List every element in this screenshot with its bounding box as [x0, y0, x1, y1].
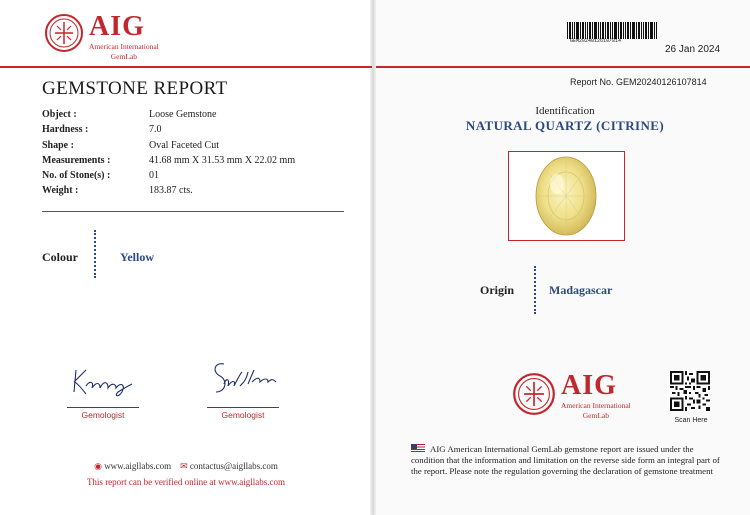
- page-fold: [370, 0, 376, 515]
- logo-line1: American International: [561, 401, 631, 410]
- disclaimer: [411, 444, 721, 477]
- envelope-icon: ✉: [180, 461, 188, 471]
- prop-value: 183.87 cts.: [149, 185, 193, 197]
- website-link[interactable]: www.aigllabs.com: [104, 461, 172, 471]
- header-divider-left: [0, 66, 372, 68]
- prop-label: Hardness :: [42, 124, 89, 136]
- signature-line-2: [207, 407, 279, 408]
- disclaimer-text: AIG American International GemLab gemstone report are issued under the condition that the information and limitation on the reverse side form an integral part of the report. Please note the regulation governing the declaration of gemstone treatment: [411, 444, 720, 476]
- origin-label: Origin: [480, 283, 515, 297]
- header-divider-right: [376, 66, 750, 68]
- barcode-text: GEM2024012610/814: [570, 38, 622, 44]
- prop-value: 01: [149, 170, 159, 182]
- logo-line1: American International: [89, 42, 159, 51]
- signature-2: [210, 358, 280, 402]
- properties-table: [42, 109, 295, 201]
- prop-label: Weight :: [42, 185, 79, 197]
- table-row: [42, 185, 295, 200]
- colour-value: Yellow: [120, 250, 154, 264]
- gem-name: NATURAL QUARTZ (CITRINE): [465, 118, 665, 133]
- aig-logo-bottom: [512, 372, 631, 419]
- page-title: GEMSTONE REPORT: [42, 78, 228, 99]
- prop-value: 7.0: [149, 124, 162, 136]
- logo-brand: AIG: [561, 370, 617, 401]
- prop-label: Shape :: [42, 139, 74, 151]
- colour-dotted-divider: [94, 230, 98, 278]
- email-link[interactable]: contactus@aigllabs.com: [189, 461, 278, 471]
- report-number: Report No. GEM20240126107814: [570, 77, 707, 87]
- prop-label: Object :: [42, 109, 77, 120]
- origin-dotted-divider: [534, 266, 538, 314]
- logo-line2: GemLab: [582, 410, 609, 420]
- signature-line-1: [67, 407, 139, 408]
- logo-line2: GemLab: [110, 51, 137, 61]
- aig-seal-icon: [44, 13, 84, 53]
- table-row: [42, 170, 295, 185]
- gem-photo: [508, 151, 625, 241]
- origin-value: Madagascar: [549, 283, 613, 297]
- signature-1: [70, 362, 138, 402]
- aig-seal-icon: [512, 372, 556, 416]
- table-row: [42, 140, 295, 155]
- logo-brand: AIG: [89, 11, 145, 42]
- verify-text: This report can be verified online at www.aigllabs.com: [86, 477, 286, 487]
- report-date: 26 Jan 2024: [665, 44, 721, 55]
- prop-label: Measurements :: [42, 154, 111, 166]
- scan-label: Scan Here: [674, 417, 708, 424]
- us-flag-icon: [411, 444, 425, 452]
- table-row: [42, 109, 295, 124]
- prop-label: No. of Stone(s) :: [42, 170, 111, 182]
- qr-code[interactable]: [670, 371, 710, 411]
- signature-caption-2: Gemologist: [221, 410, 265, 420]
- properties-divider: [42, 211, 344, 212]
- table-row: [42, 124, 295, 139]
- signature-caption-1: Gemologist: [81, 410, 125, 420]
- table-row: [42, 155, 295, 170]
- identification-label: Identification: [535, 105, 595, 117]
- colour-label: Colour: [42, 250, 78, 264]
- prop-value: 41.68 mm X 31.53 mm X 22.02 mm: [149, 154, 296, 166]
- contact-line: [0, 461, 372, 472]
- aig-logo-top: [44, 13, 159, 60]
- barcode: [567, 22, 657, 39]
- prop-value: Loose Gemstone: [149, 109, 217, 120]
- prop-value: Oval Faceted Cut: [149, 139, 219, 151]
- citrine-gem-image: [509, 152, 624, 240]
- globe-icon: ◉: [94, 461, 102, 471]
